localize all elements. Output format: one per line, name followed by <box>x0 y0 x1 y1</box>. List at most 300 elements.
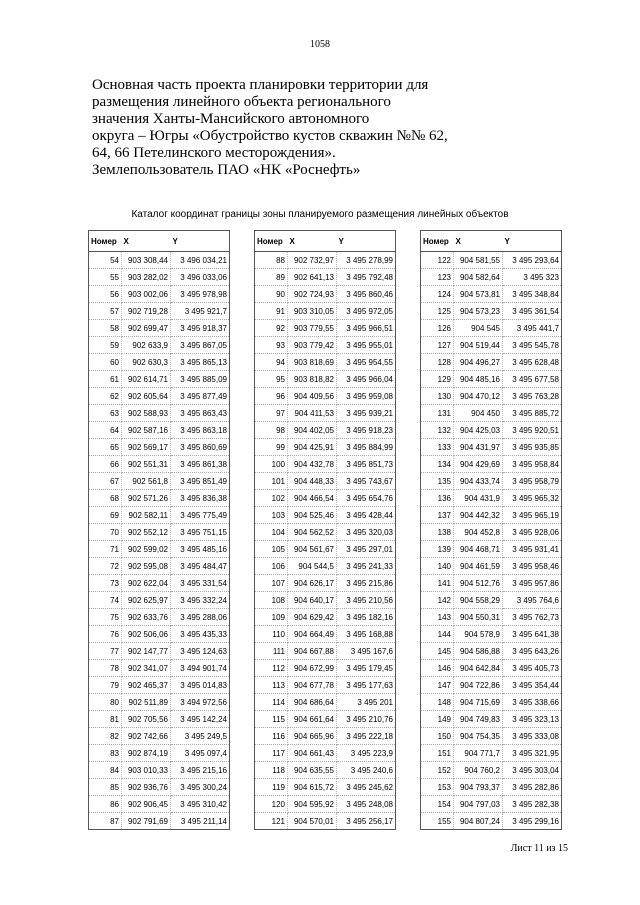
coordinate-y-cell: 3 495 885,09 <box>171 371 230 388</box>
point-number-cell: 150 <box>421 728 454 745</box>
coordinate-y-cell: 3 495 248,08 <box>337 796 396 813</box>
coordinate-x-cell: 903 282,02 <box>122 269 171 286</box>
table-row <box>255 337 396 354</box>
point-number-cell: 147 <box>421 677 454 694</box>
coordinate-x-cell: 902 582,11 <box>122 507 171 524</box>
coordinate-y-cell: 3 495 142,24 <box>171 711 230 728</box>
coordinates-table-3 <box>420 230 562 830</box>
table-row <box>89 762 230 779</box>
point-number-cell: 71 <box>89 541 122 558</box>
coordinate-x-cell: 904 432,78 <box>288 456 337 473</box>
point-number-cell: 136 <box>421 490 454 507</box>
table-row <box>421 643 562 660</box>
table-row <box>421 677 562 694</box>
heading-line: 64, 66 Петелинского месторождения». <box>92 145 336 161</box>
coordinate-y-cell: 3 495 223,9 <box>337 745 396 762</box>
coordinate-y-cell: 3 495 435,33 <box>171 626 230 643</box>
coordinate-y-cell: 3 494 901,74 <box>171 660 230 677</box>
table-row <box>421 354 562 371</box>
coordinate-x-cell: 902 874,19 <box>122 745 171 762</box>
coordinate-x-cell: 904 640,17 <box>288 592 337 609</box>
coordinate-x-cell: 904 677,78 <box>288 677 337 694</box>
coordinate-y-cell: 3 495 762,73 <box>503 609 562 626</box>
coordinate-y-cell: 3 495 428,44 <box>337 507 396 524</box>
coordinate-x-cell: 902 705,56 <box>122 711 171 728</box>
point-number-cell: 124 <box>421 286 454 303</box>
point-number-cell: 113 <box>255 677 288 694</box>
coordinate-x-cell: 902 552,12 <box>122 524 171 541</box>
coordinate-x-cell: 904 519,44 <box>454 337 503 354</box>
coordinate-y-cell: 3 495 764,6 <box>503 592 562 609</box>
coordinate-y-cell: 3 495 955,01 <box>337 337 396 354</box>
table-row <box>421 320 562 337</box>
point-number-cell: 119 <box>255 779 288 796</box>
table-row <box>255 677 396 694</box>
coordinate-x-cell: 902 588,93 <box>122 405 171 422</box>
point-number-cell: 97 <box>255 405 288 422</box>
point-number-cell: 94 <box>255 354 288 371</box>
coordinate-y-cell: 3 495 860,69 <box>171 439 230 456</box>
table-row <box>421 490 562 507</box>
table-row <box>255 779 396 796</box>
coordinate-y-cell: 3 495 354,44 <box>503 677 562 694</box>
coordinate-y-cell: 3 495 293,64 <box>503 252 562 269</box>
coordinate-x-cell: 904 642,84 <box>454 660 503 677</box>
coordinate-x-cell: 904 573,23 <box>454 303 503 320</box>
table-row <box>89 252 230 269</box>
table-row <box>421 507 562 524</box>
table-row <box>421 303 562 320</box>
point-number-cell: 80 <box>89 694 122 711</box>
coordinate-x-cell: 904 667,88 <box>288 643 337 660</box>
point-number-cell: 101 <box>255 473 288 490</box>
table-row <box>255 796 396 813</box>
table-row <box>421 286 562 303</box>
point-number-cell: 148 <box>421 694 454 711</box>
coordinate-x-cell: 904 442,32 <box>454 507 503 524</box>
coordinate-y-cell: 3 495 278,99 <box>337 252 396 269</box>
table-row <box>421 779 562 796</box>
point-number-cell: 85 <box>89 779 122 796</box>
coordinate-y-cell: 3 495 288,06 <box>171 609 230 626</box>
coordinate-x-cell: 904 760,2 <box>454 762 503 779</box>
table-row <box>89 439 230 456</box>
point-number-cell: 88 <box>255 252 288 269</box>
point-number-cell: 126 <box>421 320 454 337</box>
point-number-cell: 111 <box>255 643 288 660</box>
coordinate-x-cell: 904 461,59 <box>454 558 503 575</box>
heading-line: значения Ханты-Мансийского автономного <box>92 111 370 127</box>
point-number-cell: 153 <box>421 779 454 796</box>
coordinate-x-cell: 902 341,07 <box>122 660 171 677</box>
coordinate-x-cell: 902 630,3 <box>122 354 171 371</box>
point-number-cell: 98 <box>255 422 288 439</box>
table-row <box>421 575 562 592</box>
table-row <box>255 643 396 660</box>
coordinate-y-cell: 3 495 851,73 <box>337 456 396 473</box>
coordinate-x-cell: 902 724,93 <box>288 286 337 303</box>
coordinate-y-cell: 3 495 643,26 <box>503 643 562 660</box>
point-number-cell: 107 <box>255 575 288 592</box>
table-row <box>255 439 396 456</box>
table-row <box>89 609 230 626</box>
coordinate-y-cell: 3 495 918,37 <box>171 320 230 337</box>
coordinate-x-cell: 903 818,82 <box>288 371 337 388</box>
table-row <box>89 592 230 609</box>
coordinate-x-cell: 904 431,97 <box>454 439 503 456</box>
coordinate-y-cell: 3 495 182,16 <box>337 609 396 626</box>
point-number-cell: 57 <box>89 303 122 320</box>
column-header-number: Номер <box>255 231 288 252</box>
point-number-cell: 96 <box>255 388 288 405</box>
table-row <box>89 660 230 677</box>
coordinate-x-cell: 902 599,02 <box>122 541 171 558</box>
point-number-cell: 83 <box>89 745 122 762</box>
coordinate-x-cell: 904 561,67 <box>288 541 337 558</box>
coordinate-y-cell: 3 495 921,7 <box>171 303 230 320</box>
coordinate-y-cell: 3 495 628,48 <box>503 354 562 371</box>
table-row <box>421 592 562 609</box>
coordinate-x-cell: 902 791,69 <box>122 813 171 830</box>
coordinate-x-cell: 903 818,69 <box>288 354 337 371</box>
coordinate-y-cell: 3 495 860,46 <box>337 286 396 303</box>
coordinate-x-cell: 904 433,74 <box>454 473 503 490</box>
point-number-cell: 103 <box>255 507 288 524</box>
point-number-cell: 109 <box>255 609 288 626</box>
coordinate-y-cell: 3 495 210,76 <box>337 711 396 728</box>
coordinate-x-cell: 904 807,24 <box>454 813 503 830</box>
coordinate-y-cell: 3 495 210,56 <box>337 592 396 609</box>
table-row <box>421 252 562 269</box>
coordinate-x-cell: 904 635,55 <box>288 762 337 779</box>
coordinate-y-cell: 3 495 297,01 <box>337 541 396 558</box>
table-row <box>255 405 396 422</box>
coordinate-y-cell: 3 495 863,43 <box>171 405 230 422</box>
page-number: 1058 <box>310 39 330 50</box>
point-number-cell: 95 <box>255 371 288 388</box>
coordinate-x-cell: 904 573,81 <box>454 286 503 303</box>
point-number-cell: 70 <box>89 524 122 541</box>
point-number-cell: 151 <box>421 745 454 762</box>
coordinate-y-cell: 3 495 333,08 <box>503 728 562 745</box>
point-number-cell: 118 <box>255 762 288 779</box>
coordinate-x-cell: 904 550,31 <box>454 609 503 626</box>
table-row <box>421 422 562 439</box>
heading-line: Основная часть проекта планировки территории для <box>92 77 429 93</box>
coordinate-x-cell: 904 661,43 <box>288 745 337 762</box>
coordinate-y-cell: 3 495 303,04 <box>503 762 562 779</box>
point-number-cell: 121 <box>255 813 288 830</box>
coordinate-x-cell: 904 715,69 <box>454 694 503 711</box>
table-row <box>89 337 230 354</box>
coordinate-y-cell: 3 495 485,16 <box>171 541 230 558</box>
coordinate-x-cell: 904 582,64 <box>454 269 503 286</box>
coordinate-x-cell: 904 425,03 <box>454 422 503 439</box>
coordinate-x-cell: 904 470,12 <box>454 388 503 405</box>
coordinate-y-cell: 3 495 167,6 <box>337 643 396 660</box>
table-row <box>255 524 396 541</box>
table-row <box>89 422 230 439</box>
point-number-cell: 122 <box>421 252 454 269</box>
table-row <box>255 694 396 711</box>
table-row <box>89 643 230 660</box>
point-number-cell: 64 <box>89 422 122 439</box>
table-row <box>255 609 396 626</box>
coordinate-y-cell: 3 495 014,83 <box>171 677 230 694</box>
coordinate-x-cell: 904 525,46 <box>288 507 337 524</box>
coordinate-y-cell: 3 495 320,03 <box>337 524 396 541</box>
coordinate-x-cell: 904 570,01 <box>288 813 337 830</box>
table-row <box>421 337 562 354</box>
point-number-cell: 141 <box>421 575 454 592</box>
table-row <box>255 422 396 439</box>
table-row <box>255 473 396 490</box>
heading-line: Землепользователь ПАО «НК «Роснефть» <box>92 162 361 178</box>
point-number-cell: 140 <box>421 558 454 575</box>
coordinate-y-cell: 3 495 331,54 <box>171 575 230 592</box>
table-header-row <box>255 231 396 252</box>
coordinate-x-cell: 904 672,99 <box>288 660 337 677</box>
coordinate-y-cell: 3 495 931,41 <box>503 541 562 558</box>
table-row <box>89 558 230 575</box>
coordinate-x-cell: 904 431,9 <box>454 490 503 507</box>
coordinate-y-cell: 3 495 751,15 <box>171 524 230 541</box>
coordinate-x-cell: 903 310,05 <box>288 303 337 320</box>
point-number-cell: 129 <box>421 371 454 388</box>
column-header-y: Y <box>337 231 396 252</box>
coordinate-y-cell: 3 495 211,14 <box>171 813 230 830</box>
coordinate-x-cell: 902 506,06 <box>122 626 171 643</box>
point-number-cell: 54 <box>89 252 122 269</box>
coordinate-y-cell: 3 495 775,49 <box>171 507 230 524</box>
point-number-cell: 90 <box>255 286 288 303</box>
point-number-cell: 63 <box>89 405 122 422</box>
coordinate-x-cell: 902 906,45 <box>122 796 171 813</box>
coordinate-y-cell: 3 495 966,51 <box>337 320 396 337</box>
document-heading <box>92 77 512 179</box>
table-row <box>89 456 230 473</box>
coordinate-y-cell: 3 496 033,06 <box>171 269 230 286</box>
table-row <box>421 388 562 405</box>
coordinate-y-cell: 3 495 677,58 <box>503 371 562 388</box>
coordinate-x-cell: 904 448,33 <box>288 473 337 490</box>
table-row <box>421 541 562 558</box>
coordinate-x-cell: 904 749,83 <box>454 711 503 728</box>
table-row <box>89 711 230 728</box>
column-header-y: Y <box>171 231 230 252</box>
coordinate-y-cell: 3 495 097,4 <box>171 745 230 762</box>
coordinate-y-cell: 3 495 282,86 <box>503 779 562 796</box>
point-number-cell: 55 <box>89 269 122 286</box>
coordinate-x-cell: 904 595,92 <box>288 796 337 813</box>
coordinate-y-cell: 3 495 249,5 <box>171 728 230 745</box>
heading-line: округа – Югры «Обустройство кустов скважин №№ 62, <box>92 128 448 144</box>
point-number-cell: 116 <box>255 728 288 745</box>
coordinate-y-cell: 3 495 920,51 <box>503 422 562 439</box>
point-number-cell: 76 <box>89 626 122 643</box>
coordinate-x-cell: 904 545 <box>454 320 503 337</box>
coordinate-y-cell: 3 495 256,17 <box>337 813 396 830</box>
table-row <box>89 779 230 796</box>
coordinate-y-cell: 3 495 222,18 <box>337 728 396 745</box>
point-number-cell: 130 <box>421 388 454 405</box>
point-number-cell: 155 <box>421 813 454 830</box>
point-number-cell: 139 <box>421 541 454 558</box>
table-row <box>255 711 396 728</box>
coordinate-x-cell: 904 450 <box>454 405 503 422</box>
point-number-cell: 99 <box>255 439 288 456</box>
point-number-cell: 110 <box>255 626 288 643</box>
coordinate-y-cell: 3 495 332,24 <box>171 592 230 609</box>
sheet-indicator: Лист 11 из 15 <box>510 843 568 854</box>
coordinate-y-cell: 3 495 958,79 <box>503 473 562 490</box>
coordinate-y-cell: 3 495 851,49 <box>171 473 230 490</box>
table-row <box>421 745 562 762</box>
coordinate-y-cell: 3 495 863,18 <box>171 422 230 439</box>
table-row <box>89 728 230 745</box>
point-number-cell: 79 <box>89 677 122 694</box>
point-number-cell: 112 <box>255 660 288 677</box>
coordinate-x-cell: 902 465,37 <box>122 677 171 694</box>
coordinates-table-2 <box>254 230 396 830</box>
table-row <box>255 762 396 779</box>
table-header-row <box>89 231 230 252</box>
table-caption: Каталог координат границы зоны планируемого размещения линейных объектов <box>131 209 509 220</box>
point-number-cell: 117 <box>255 745 288 762</box>
coordinate-y-cell: 3 495 959,08 <box>337 388 396 405</box>
point-number-cell: 105 <box>255 541 288 558</box>
coordinate-y-cell: 3 495 545,78 <box>503 337 562 354</box>
table-row <box>89 354 230 371</box>
coordinate-y-cell: 3 495 405,73 <box>503 660 562 677</box>
point-number-cell: 106 <box>255 558 288 575</box>
point-number-cell: 77 <box>89 643 122 660</box>
point-number-cell: 115 <box>255 711 288 728</box>
point-number-cell: 145 <box>421 643 454 660</box>
table-row <box>89 490 230 507</box>
coordinate-y-cell: 3 495 282,38 <box>503 796 562 813</box>
point-number-cell: 143 <box>421 609 454 626</box>
table-row <box>89 626 230 643</box>
table-row <box>421 456 562 473</box>
table-row <box>255 541 396 558</box>
coordinate-x-cell: 904 544,5 <box>288 558 337 575</box>
point-number-cell: 104 <box>255 524 288 541</box>
column-header-number: Номер <box>421 231 454 252</box>
coordinate-x-cell: 902 511,89 <box>122 694 171 711</box>
coordinate-x-cell: 904 586,88 <box>454 643 503 660</box>
coordinate-y-cell: 3 495 792,48 <box>337 269 396 286</box>
coordinate-x-cell: 904 558,29 <box>454 592 503 609</box>
table-row <box>421 473 562 490</box>
coordinate-x-cell: 904 425,91 <box>288 439 337 456</box>
point-number-cell: 108 <box>255 592 288 609</box>
point-number-cell: 92 <box>255 320 288 337</box>
table-row <box>255 490 396 507</box>
point-number-cell: 91 <box>255 303 288 320</box>
point-number-cell: 61 <box>89 371 122 388</box>
coordinate-x-cell: 902 732,97 <box>288 252 337 269</box>
coordinate-y-cell: 3 495 641,38 <box>503 626 562 643</box>
coordinates-table-1 <box>88 230 230 830</box>
table-row <box>421 728 562 745</box>
table-row <box>255 252 396 269</box>
point-number-cell: 81 <box>89 711 122 728</box>
coordinate-x-cell: 904 411,53 <box>288 405 337 422</box>
coordinate-x-cell: 904 771,7 <box>454 745 503 762</box>
table-row <box>89 371 230 388</box>
coordinate-x-cell: 902 551,31 <box>122 456 171 473</box>
column-header-x: X <box>288 231 337 252</box>
point-number-cell: 134 <box>421 456 454 473</box>
point-number-cell: 102 <box>255 490 288 507</box>
table-row <box>255 558 396 575</box>
table-row <box>255 592 396 609</box>
table-row <box>421 626 562 643</box>
table-row <box>255 745 396 762</box>
table-row <box>255 507 396 524</box>
coordinate-x-cell: 904 754,35 <box>454 728 503 745</box>
table-row <box>89 405 230 422</box>
coordinate-y-cell: 3 495 240,6 <box>337 762 396 779</box>
coordinate-x-cell: 904 485,16 <box>454 371 503 388</box>
coordinate-y-cell: 3 495 215,86 <box>337 575 396 592</box>
coordinate-x-cell: 902 633,76 <box>122 609 171 626</box>
coordinate-y-cell: 3 495 918,23 <box>337 422 396 439</box>
point-number-cell: 56 <box>89 286 122 303</box>
coordinate-x-cell: 904 496,27 <box>454 354 503 371</box>
point-number-cell: 72 <box>89 558 122 575</box>
coordinate-y-cell: 3 495 124,63 <box>171 643 230 660</box>
table-row <box>89 524 230 541</box>
coordinate-x-cell: 904 686,64 <box>288 694 337 711</box>
point-number-cell: 146 <box>421 660 454 677</box>
coordinate-x-cell: 904 512,76 <box>454 575 503 592</box>
point-number-cell: 137 <box>421 507 454 524</box>
point-number-cell: 86 <box>89 796 122 813</box>
coordinate-y-cell: 3 495 965,32 <box>503 490 562 507</box>
coordinate-y-cell: 3 495 939,21 <box>337 405 396 422</box>
coordinate-x-cell: 902 699,47 <box>122 320 171 337</box>
table-row <box>255 286 396 303</box>
table-row <box>89 694 230 711</box>
table-row <box>255 660 396 677</box>
table-row <box>89 303 230 320</box>
coordinate-x-cell: 902 625,97 <box>122 592 171 609</box>
coordinate-y-cell: 3 495 168,88 <box>337 626 396 643</box>
table-row <box>421 813 562 830</box>
point-number-cell: 73 <box>89 575 122 592</box>
table-row <box>89 813 230 830</box>
table-row <box>421 694 562 711</box>
point-number-cell: 84 <box>89 762 122 779</box>
table-row <box>255 575 396 592</box>
point-number-cell: 100 <box>255 456 288 473</box>
column-header-x: X <box>454 231 503 252</box>
table-row <box>255 371 396 388</box>
table-row <box>255 813 396 830</box>
coordinate-y-cell: 3 495 179,45 <box>337 660 396 677</box>
table-row <box>255 728 396 745</box>
coordinate-y-cell: 3 495 877,49 <box>171 388 230 405</box>
point-number-cell: 127 <box>421 337 454 354</box>
coordinates-catalog <box>88 230 562 830</box>
coordinate-y-cell: 3 495 441,7 <box>503 320 562 337</box>
coordinate-x-cell: 902 936,76 <box>122 779 171 796</box>
coordinate-y-cell: 3 495 978,98 <box>171 286 230 303</box>
coordinate-x-cell: 902 587,16 <box>122 422 171 439</box>
coordinate-x-cell: 904 665,96 <box>288 728 337 745</box>
